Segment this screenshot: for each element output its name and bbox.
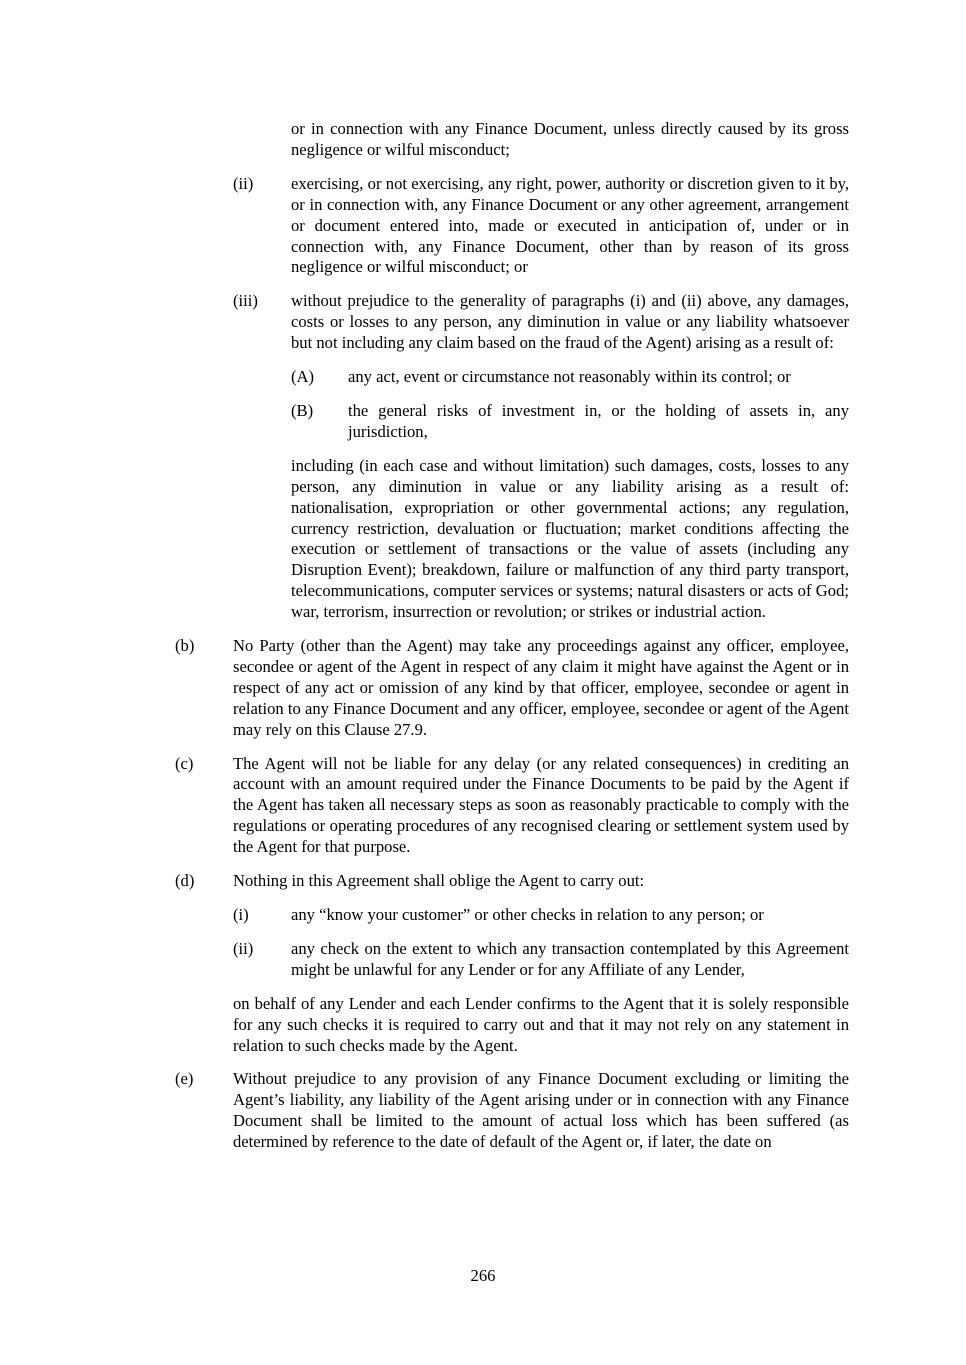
clause-label: (b) <box>175 636 195 656</box>
clause-block <box>0 291 966 354</box>
clause-text: exercising, or not exercising, any right, power, authority or discretion given to it by, or in connection with, any Finance Document or any other agreement, arrangement or document entered into, made or executed in anticipation of, under or in connection with, any Finance Document, other than by reason of its gross negligence or wilful misconduct; or <box>291 173 849 277</box>
clause-block <box>0 994 966 1057</box>
clause-text: any check on the extent to which any transaction contemplated by this Agreement might be unlawful for any Lender or for any Affiliate of any Lender, <box>291 938 849 979</box>
clause-block <box>0 905 966 926</box>
clause-label: (ii) <box>233 173 254 193</box>
clause-block <box>0 119 966 161</box>
clause-text: The Agent will not be liable for any delay (or any related consequences) in crediting an account with an amount required under the Finance Documents to be paid by the Agent if the Agent has taken all necessary steps as soon as reasonably practicable to comply with the regulations or operating procedures of any recognised clearing or settlement system used by the Agent for that purpose. <box>233 753 849 857</box>
clause-text: without prejudice to the generality of paragraphs (i) and (ii) above, any damages, costs or losses to any person, any diminution in value or any liability whatsoever but not including any claim based on the fraud of the Agent) arising as a result of: <box>291 291 849 353</box>
clause-label: (d) <box>175 871 195 891</box>
clause-block <box>0 1069 966 1153</box>
clause-label: (i) <box>233 905 249 924</box>
page-footer <box>0 1266 966 1287</box>
page-number: 266 <box>470 1266 496 1285</box>
clause-label: (A) <box>291 367 315 387</box>
clause-label: (e) <box>175 1069 194 1089</box>
clause-label: (iii) <box>233 291 258 311</box>
clause-label: (ii) <box>233 938 254 958</box>
clause-text: any “know your customer” or other checks in relation to any person; or <box>291 905 764 924</box>
clause-text: any act, event or circumstance not reasonably within its control; or <box>348 367 791 387</box>
clause-block <box>0 754 966 859</box>
clause-block <box>0 871 966 892</box>
clause-text: Without prejudice to any provision of any Finance Document excluding or limiting the Agent’s liability, any liability of the Agent arising under or in connection with any Finance Document shall be limited to the amount of actual loss which has been suffered (as determined by reference to the date of default of the Agent or, if later, the date on <box>233 1069 849 1152</box>
clause-text: on behalf of any Lender and each Lender confirms to the Agent that it is solely responsible for any such checks it is required to carry out and that it may not rely on any statement in relation to such checks made by the Agent. <box>233 993 849 1055</box>
clause-text: No Party (other than the Agent) may take any proceedings against any officer, employee, secondee or agent of the Agent in respect of any claim it might have against the Agent or in respect of any act or omission of any kind by that officer, employee, secondee or agent in relation to any Finance Document and any officer, employee, secondee or agent of the Agent may rely on this Clause 27.9. <box>233 636 849 739</box>
clause-block <box>0 367 966 388</box>
clause-block <box>0 939 966 981</box>
clause-label: (c) <box>175 753 194 773</box>
clause-list <box>0 119 966 1166</box>
clause-block <box>0 401 966 443</box>
clause-text: the general risks of investment in, or the holding of assets in, any jurisdiction, <box>348 400 849 441</box>
clause-text: or in connection with any Finance Document, unless directly caused by its gross negligence or wilful misconduct; <box>291 119 849 159</box>
clause-label: (B) <box>291 400 314 420</box>
clause-block <box>0 456 966 623</box>
clause-text: Nothing in this Agreement shall oblige the Agent to carry out: <box>233 871 645 891</box>
clause-block <box>0 636 966 741</box>
clause-block <box>0 174 966 279</box>
clause-text: including (in each case and without limitation) such damages, costs, losses to any person, any diminution in value or any liability arising as a result of: nationalisation, expropriation or other governmental actions; any regulation, currency restriction, devaluation or fluctuation; market conditions affecting the execution or settlement of transactions or the value of assets (including any Disruption Event); breakdown, failure or malfunction of any third party transport, telecommunications, computer services or systems; natural disasters or acts of God; war, terrorism, insurrection or revolution; or strikes or industrial action. <box>291 455 849 622</box>
